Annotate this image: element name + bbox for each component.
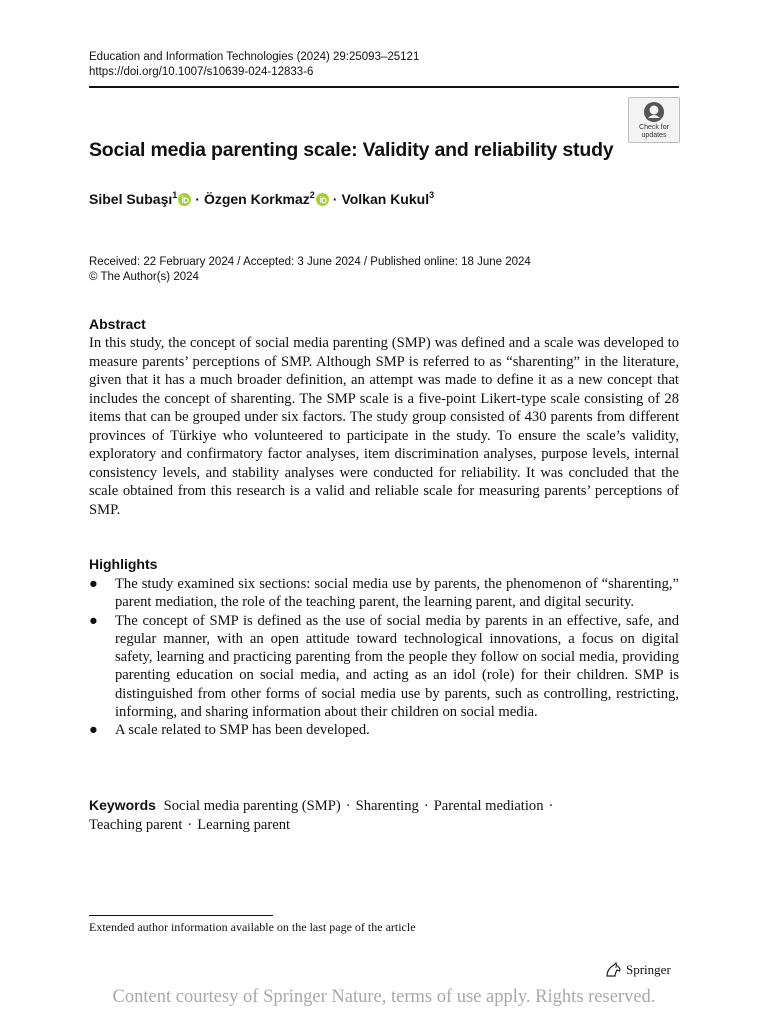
author-list (89, 185, 434, 211)
keyword: Teaching parent (89, 817, 183, 833)
keyword: Learning parent (197, 817, 291, 833)
highlights-heading: Highlights (89, 556, 158, 572)
publisher-logo (604, 962, 671, 978)
keyword: Social media parenting (SMP) (163, 798, 341, 814)
check-for-updates-badge[interactable] (628, 97, 680, 143)
author-name[interactable]: Volkan Kukul (341, 191, 430, 207)
keyword-separator: · (187, 817, 193, 833)
check-updates-icon (643, 101, 665, 123)
keyword: Sharenting (355, 798, 419, 814)
author-affiliation: 1 (172, 190, 178, 200)
publication-dates (89, 255, 531, 285)
highlight-text: The study examined six sections: social media use by parents, the phenomenon of “sharenting,” parent mediation, the role of the teaching parent, the learning parent, and digital security. (115, 576, 679, 611)
keyword-separator: · (423, 798, 429, 814)
bullet: ● (89, 612, 98, 629)
abstract-heading: Abstract (89, 316, 146, 332)
journal-info (89, 50, 419, 80)
bullet: ● (89, 722, 98, 739)
courtesy-watermark: Content courtesy of Springer Nature, terms of use apply. Rights reserved. (112, 987, 656, 1007)
header-rule (89, 86, 679, 88)
orcid-icon[interactable] (316, 191, 329, 211)
doi-link[interactable]: https://doi.org/10.1007/s10639-024-12833-6 (89, 66, 314, 78)
highlight-text: A scale related to SMP has been developed. (115, 722, 370, 739)
list-item (89, 721, 679, 739)
bullet: ● (89, 576, 98, 592)
check-updates-label-2: updates (641, 132, 667, 139)
keywords (89, 796, 649, 835)
orcid-icon[interactable] (178, 191, 191, 211)
copyright-line: © The Author(s) 2024 (89, 271, 199, 283)
list-item (89, 575, 679, 612)
article-title: Social media parenting scale: Validity and reliability study (89, 139, 614, 161)
keywords-heading: Keywords (89, 797, 156, 813)
keyword-separator: · (345, 798, 351, 814)
author-affiliation: 3 (429, 190, 435, 200)
footnote: Extended author information available on the last page of the article (89, 920, 416, 934)
abstract-text: In this study, the concept of social media parenting (SMP) was defined and a scale was developed to measure parents’ perceptions of SMP. Although SMP is referred to as “sharenting” in the literature, given that it has a much broader definition, an attempt was made to define it as a new concept that includes the concept of sharenting. The SMP scale is a five-point Likert-type scale consisting of 28 items that can be grouped under six factors. The study group consisted of 430 parents from different provinces of Türkiye who volunteered to participate in the study. To ensure the scale’s validity, exploratory and confirmatory factor analyses, item discrimination analyses, purpose levels, internal consistency levels, and stability analyses were conducted for reliability. It was concluded that the scale obtained from this research is a valid and reliable scale for measuring parents’ perceptions of SMP. (89, 335, 679, 518)
publisher-name: Springer (626, 962, 671, 977)
author-name[interactable]: Özgen Korkmaz (203, 191, 310, 207)
author-separator: · (195, 191, 200, 207)
keyword-separator: · (548, 798, 554, 814)
list-item (89, 612, 679, 722)
check-updates-label-1: Check for (639, 124, 669, 131)
dates-line: Received: 22 February 2024 / Accepted: 3 June 2024 / Published online: 18 June 2024 (89, 256, 531, 268)
springer-horse-icon (604, 962, 622, 978)
journal-citation: Education and Information Technologies (2024) 29:25093–25121 (89, 51, 420, 63)
highlight-text: The concept of SMP is defined as the use of social media by parents in an effective, safe, and regular manner, with an open attitude toward technological innovations, a focus on digital safety, learning and practicing parenting from the people they follow on social media, providing parenting education on social media, and acting as an idol (role) for their children. SMP is distinguished from other forms of social media use by parents, such as controlling, restricting, informing, and sharing information about their children on social media. (115, 612, 679, 721)
footnote-rule (89, 915, 273, 916)
author-affiliation: 2 (309, 190, 315, 200)
author-name[interactable]: Sibel Subaşı (89, 191, 173, 207)
highlights-list (89, 575, 679, 740)
author-separator: · (332, 191, 338, 207)
keyword: Parental mediation (433, 798, 544, 814)
